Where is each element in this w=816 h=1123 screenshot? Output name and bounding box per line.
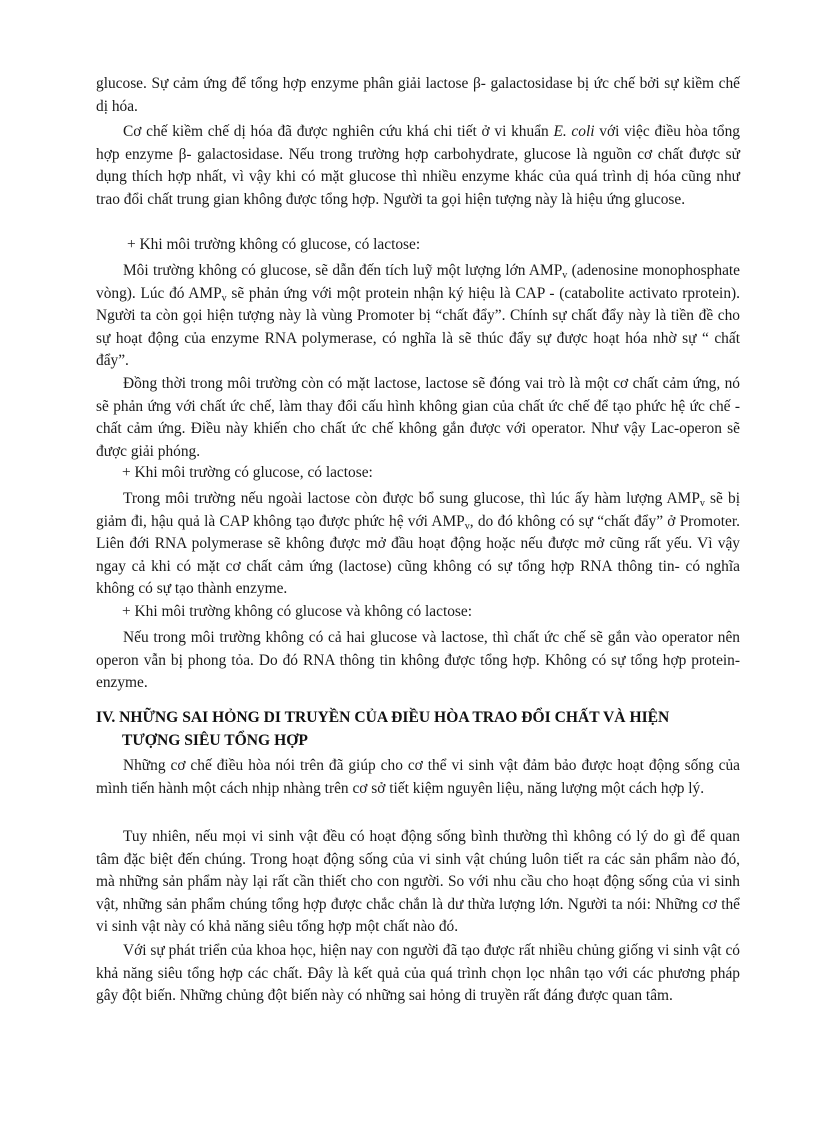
paragraph-2 [96, 121, 740, 211]
paragraph-2-text-b: với việc điều hòa tổng hợp enzyme β- galactosidase. Nếu trong trường hợp carbohydrate, glucose là nguồn cơ chất được sử dụng thích hợp nhất, vì vậy khi có mặt glucose thì nhiều enzyme khác của quá trình dị hóa cũng như trao đổi chất trung gian không được tổng hợp. Người ta gọi hiện tượng này là hiệu ứng glucose. [96, 123, 740, 208]
paragraph-5-text-b: sẽ bị giảm đi, hậu quả là CAP không tạo được phức hệ với AMP [96, 490, 740, 530]
case-1-heading: + Khi môi trường không có glucose, có lactose: [127, 236, 421, 253]
paragraph-3-text-b: (adenosine monophosphate vòng). Lúc đó AMP [96, 262, 741, 302]
section-heading-iv [96, 707, 746, 752]
paragraph-3 [96, 260, 740, 373]
subscript-v: v [562, 270, 568, 281]
paragraph-5 [96, 488, 740, 601]
section-heading-line-1: IV. NHỮNG SAI HỎNG DI TRUYỀN CỦA ĐIỀU HÒA TRAO ĐỔI CHẤT VÀ HIỆN [96, 709, 670, 726]
subscript-v: v [221, 292, 227, 304]
paragraph-6: Nếu trong môi trường không có cả hai glucose và lactose, thì chất ức chế sẽ gắn vào operator nên operon vẫn bị phong tỏa. Do đó RNA thông tin không được tổng hợp. Không có sự tổng hợp protein- enzyme. [96, 629, 740, 692]
paragraph-1: glucose. Sự cảm ứng để tổng hợp enzyme phân giải lactose β- galactosidase bị ức chế bởi sự kiềm chế dị hóa. [96, 75, 740, 115]
paragraph-5-text-a: Trong môi trường nếu ngoài lactose còn được bổ sung glucose, thì lúc ấy hàm lượng AMP [123, 490, 700, 507]
paragraph-5-text-c: , do đó không có sự “chất đẩy” ở Promoter. Liên đới RNA polymerase sẽ không được mở đầu hoạt động hoặc nếu được mở cũng rất yếu. Vì vậy ngay cả khi có mặt cơ chất cảm ứng (lactose) cũng không có sự tổng hợp RNA thông tin- có nghĩa không có sự tạo thành enzyme. [96, 512, 740, 598]
paragraph-8: Tuy nhiên, nếu mọi vi sinh vật đều có hoạt động sống bình thường thì không có lý do gì để quan tâm đặc biệt đến chúng. Trong hoạt động sống của vi sinh vật chúng luôn tiết ra các sản phẩm nào đó, mà những sản phẩm này lại rất cần thiết cho con người. So với nhu cầu cho hoạt động sống của vi sinh vật, những sản phẩm chúng tổng hợp được chắc chắn là dư thừa lượng lớn. Người ta nói: Những cơ thể vi sinh vật này có khả năng siêu tổng hợp một chất nào đó. [96, 828, 740, 936]
section-heading-line-2: TƯỢNG SIÊU TỔNG HỢP [122, 731, 308, 749]
paragraph-9: Với sự phát triển của khoa học, hiện nay con người đã tạo được rất nhiều chủng giống vi sinh vật có khả năng siêu tổng hợp các chất. Đây là kết quả của quá trình chọn lọc nhân tạo với các phương pháp gây đột biến. Những chủng đột biến này có những sai hỏng di truyền rất đáng được quan tâm. [96, 942, 740, 1005]
paragraph-4: Đồng thời trong môi trường còn có mặt lactose, lactose sẽ đóng vai trò là một cơ chất cảm ứng, nó sẽ phản ứng với chất ức chế, làm thay đổi cấu hình không gian của chất ức chế để tạo phức hệ ức chế - chất cảm ứng. Điều này khiến cho chất ức chế không gắn được với operator. Như vậy Lac-operon sẽ được giải phóng. [96, 375, 740, 460]
subscript-v: v [699, 498, 705, 509]
paragraph-3-text-c: sẽ phản ứng với một protein nhận ký hiệu là CAP - (catabolite activato rprotein). Người ta còn gọi hiện tượng này là vùng Promoter bị “chất đẩy”. Chính sự chất đẩy này là tiền đề cho sự hoạt động của enzyme RNA polymerase, có nghĩa là sẽ thúc đẩy sự được hoạt hóa nhờ sự “ chất đẩy”. [96, 284, 740, 370]
paragraph-2-text-a: Cơ chế kiềm chế dị hóa đã được nghiên cứu khá chi tiết ở vi khuẩn [123, 123, 554, 140]
subscript-v: v [464, 520, 470, 532]
case-3-heading: + Khi môi trường không có glucose và không có lactose: [122, 603, 473, 620]
italic-species: E. coli [553, 123, 595, 140]
paragraph-7: Những cơ chế điều hòa nói trên đã giúp cho cơ thể vi sinh vật đảm bảo được hoạt động sống của mình tiến hành một cách nhịp nhàng trên cơ sở tiết kiệm nguyên liệu, năng lượng một cách hợp lý. [96, 757, 740, 797]
case-2-heading: + Khi môi trường có glucose, có lactose: [122, 464, 373, 481]
paragraph-3-text-a: Môi trường không có glucose, sẽ dẫn đến tích luỹ một lượng lớn AMP [123, 262, 563, 279]
